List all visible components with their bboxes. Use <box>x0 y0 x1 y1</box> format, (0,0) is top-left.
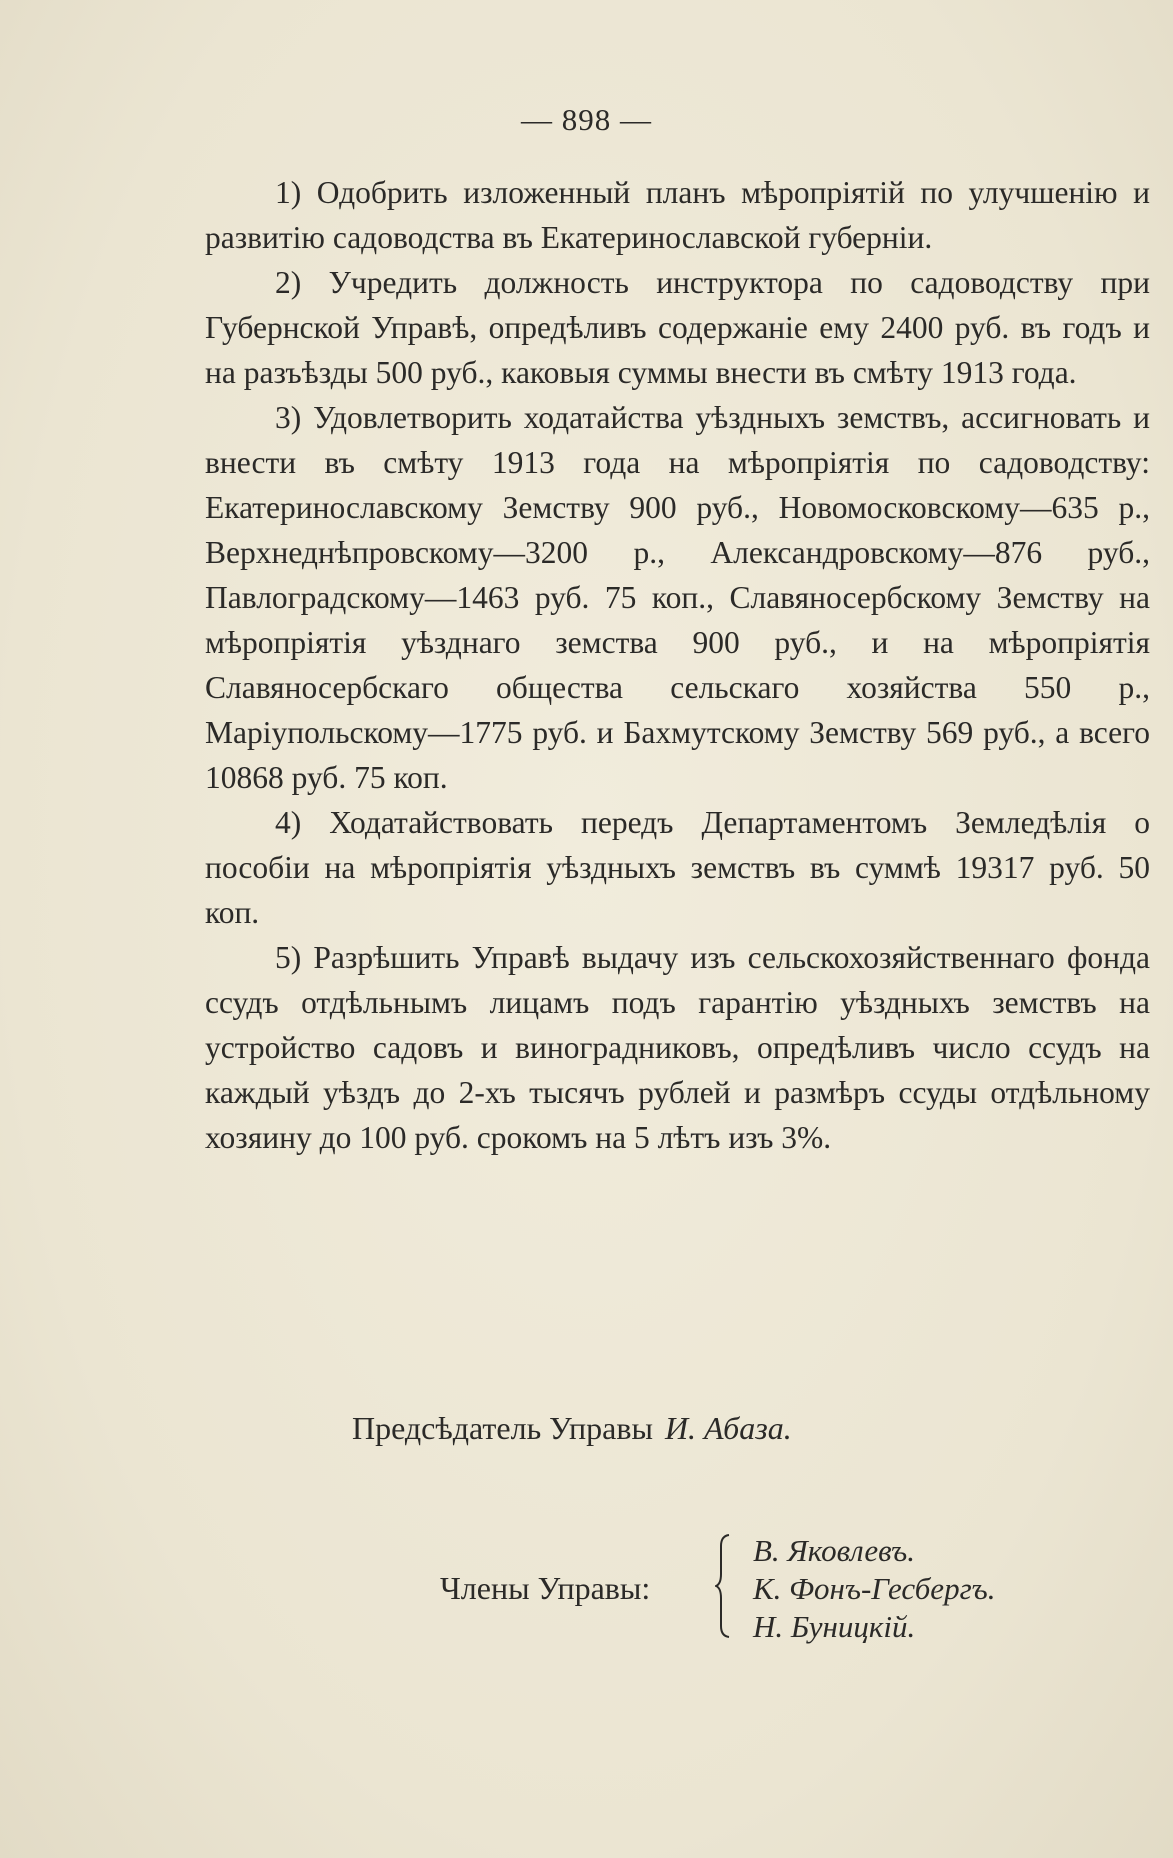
resolution-item-3: 3) Удовлетворить ходатайства уѣздныхъ земствъ, ассигновать и внести въ смѣту 1913 года на мѣропріятія по садоводству: Екатеринославскому Земству 900 руб., Новомосковскому—635 р., Верхнеднѣпровскому—3200 р., Александровскому—876 руб., Павлоградскому—1463 руб. 75 коп., Славяносербскому Земству на мѣропріятія уѣзднаго земства 900 руб., и на мѣропріятія Славяносербскаго общества сельскаго хозяйства 550 р., Маріупольскому—1775 руб. и Бахмутскому Земству 569 руб., а всего 10868 руб. 75 коп. <box>205 400 1150 795</box>
member-name: К. Фонъ-Гесбергъ. <box>753 1571 996 1606</box>
chairman-signature <box>352 1410 1052 1447</box>
member-name: В. Яковлевъ. <box>753 1533 916 1568</box>
page-number: — 898 — <box>521 102 652 137</box>
resolution-item-4: 4) Ходатайствовать передъ Департаментомъ Земледѣлія о пособіи на мѣропріятія уѣздныхъ земствъ въ суммѣ 19317 руб. 50 коп. <box>205 805 1150 930</box>
members-label: Члены Управы: <box>440 1570 651 1606</box>
resolution-item-5: 5) Разрѣшить Управѣ выдачу изъ сельскохозяйственнаго фонда ссудъ отдѣльнымъ лицамъ подъ гарантію уѣздныхъ земствъ на устройство садовъ и виноградниковъ, опредѣливъ число ссудъ на каждый уѣздъ до 2-хъ тысячъ рублей и размѣръ ссуды отдѣльному хозяину до 100 руб. срокомъ на 5 лѣтъ изъ 3%. <box>205 940 1150 1155</box>
chairman-title: Предсѣдатель Управы <box>352 1410 653 1446</box>
member-name: Н. Буницкій. <box>753 1609 916 1644</box>
resolution-item-1: 1) Одобрить изложенный планъ мѣропріятій по улучшенію и развитію садоводства въ Екатеринославской губерніи. <box>205 175 1150 255</box>
board-members <box>440 1532 1140 1652</box>
resolution-item-2: 2) Учредить должность инструктора по садоводству при Губернской Управѣ, опредѣливъ содержаніе ему 2400 руб. въ годъ и на разъѣзды 500 руб., каковыя суммы внести въ смѣту 1913 года. <box>205 265 1150 390</box>
resolution-text <box>205 170 1150 1160</box>
members-list <box>753 1532 996 1646</box>
curly-brace-icon <box>715 1534 731 1638</box>
chairman-name: И. Абаза. <box>664 1410 792 1446</box>
